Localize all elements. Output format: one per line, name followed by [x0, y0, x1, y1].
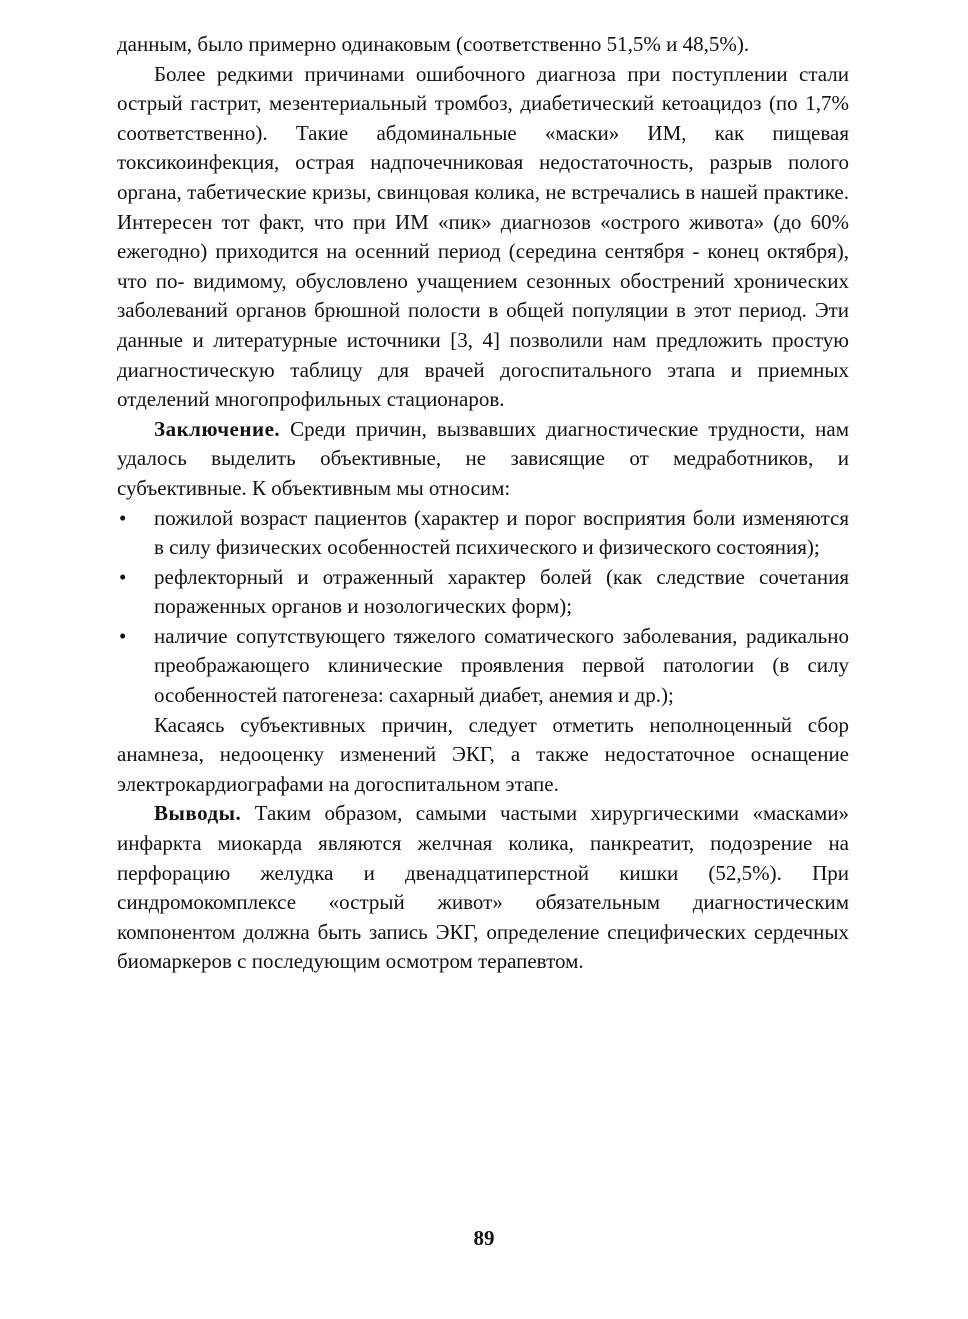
bullet-icon: • [119, 623, 127, 648]
list-item-text: наличие сопутствующего тяжелого соматического заболевания, радикально преображающего клинические проявления первой патологии (в силу особенностей патогенеза: сахарный диабет, анемия и др.); [154, 623, 849, 708]
document-page [117, 30, 849, 977]
conclusion-text: Среди причин, вызвавших диагностические трудности, нам удалось выделить объективные, не зависящие от медработников, и субъективные. К объективным мы относим: [117, 416, 849, 500]
conclusion-paragraph [117, 415, 849, 504]
list-item [117, 563, 849, 622]
page-number: 89 [473, 1226, 495, 1250]
findings-text: Таким образом, самыми частыми хирургическими «масками» инфаркта миокарда являются желчная колика, панкреатит, подозрение на перфорацию желудка и двенадцатиперстной кишки (52,5%). При синдромокомплексе «острый живот» обязательным диагностическим компонентом должна быть запись ЭКГ, определение специфических сердечных биомаркеров с последующим осмотром терапевтом. [117, 801, 849, 974]
bullet-icon: • [119, 505, 127, 530]
intro-line: данным, было примерно одинаковым (соответственно 51,5% и 48,5%). [117, 32, 750, 56]
list-item-text: рефлекторный и отраженный характер болей (как следствие сочетания пораженных органов и нозологических форм); [154, 564, 849, 619]
conclusion-heading: Заключение. [154, 416, 281, 441]
bullet-icon: • [119, 564, 127, 589]
findings-paragraph [117, 799, 849, 977]
objective-causes-list [117, 504, 849, 711]
list-item [117, 622, 849, 711]
list-item [117, 504, 849, 563]
list-item-text: пожилой возраст пациентов (характер и порог восприятия боли изменяются в силу физических особенностей психического и физического состояния); [154, 505, 849, 560]
findings-heading: Выводы. [154, 801, 242, 826]
subjective-causes-paragraph: Касаясь субъективных причин, следует отметить неполноценный сбор анамнеза, недооценку изменений ЭКГ, а также недостаточное оснащение электрокардиографами на догоспитальном этапе. [117, 712, 849, 796]
paragraph-rare-causes: Более редкими причинами ошибочного диагноза при поступлении стали острый гастрит, мезентериальный тромбоз, диабетический кетоацидоз (по 1,7% соответственно). Такие абдоминальные «маски» ИМ, как пищевая токсикоинфекция, острая надпочечниковая недостаточность, разрыв полого органа, табетические кризы, свинцовая колика, не встречались в нашей практике. Интересен тот факт, что при ИМ «пик» диагнозов «острого живота» (до 60% ежегодно) приходится на осенний период (середина сентября - конец октября), что по- видимому, обусловлено учащением сезонных обострений хронических заболеваний органов брюшной полости в общей популяции в этот период. Эти данные и литературные источники [3, 4] позволили нам предложить простую диагностическую таблицу для врачей догоспитального этапа и приемных отделений многопрофильных стационаров. [117, 61, 849, 412]
